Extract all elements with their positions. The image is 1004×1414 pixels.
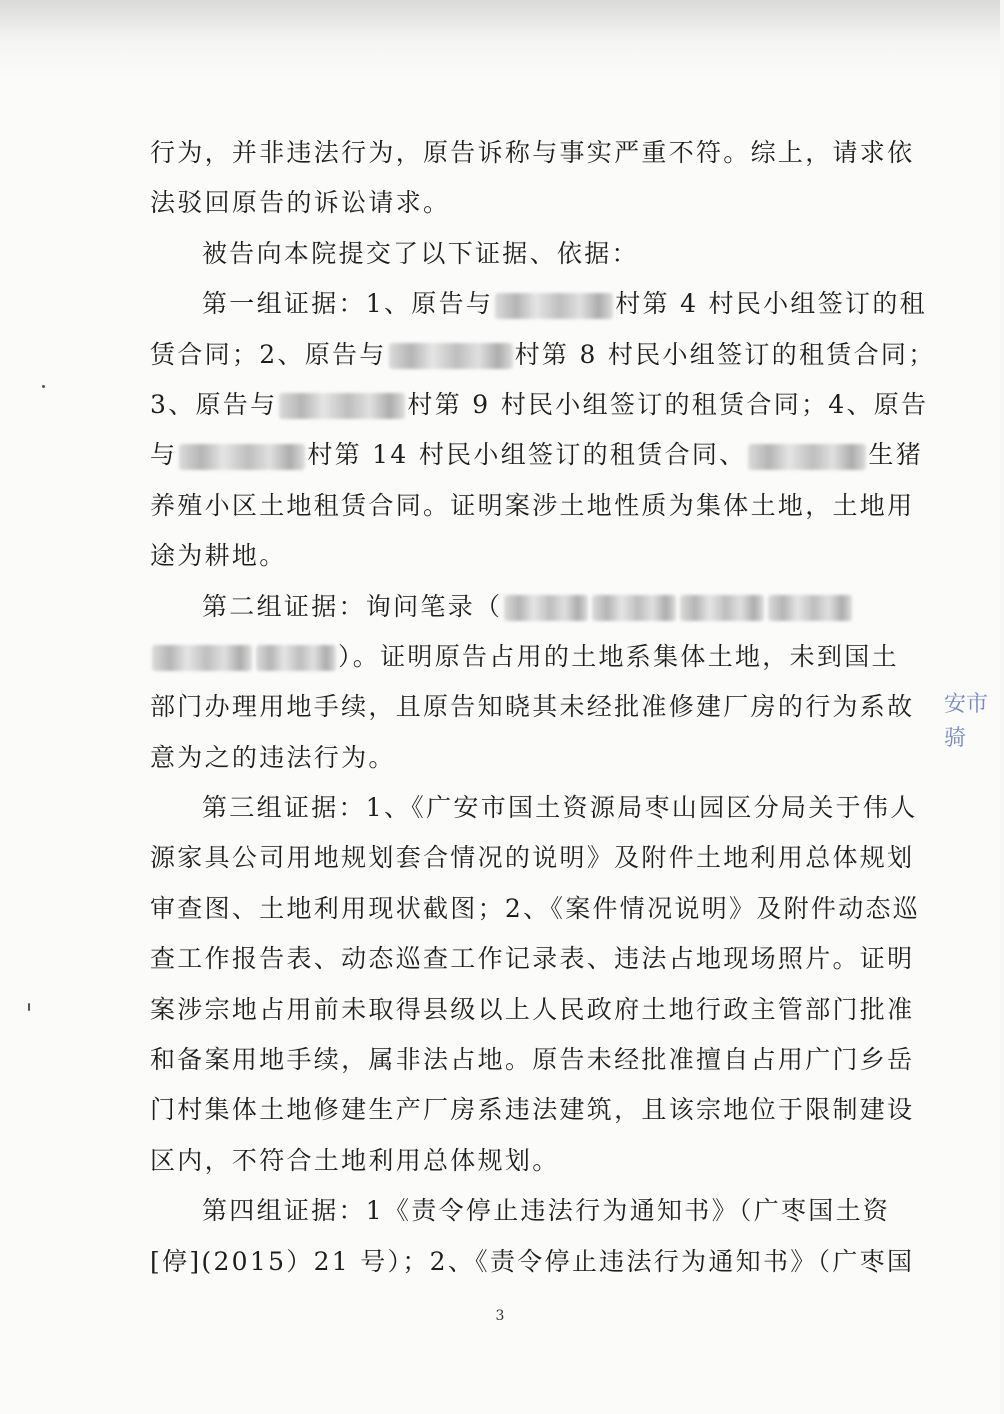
- text-segment: ）。证明原告占用的土地系集体土地，未到国土: [338, 641, 899, 671]
- stamp-text-line: 骑: [944, 726, 967, 751]
- page-number: 3: [495, 1308, 505, 1324]
- redaction-block: [279, 393, 405, 419]
- text-line-12: 部门办理用地手续，且原告知晓其未经批准修建厂房的行为系故: [150, 692, 915, 722]
- text-line-16: 审查图、土地利用现状截图；2、《案件情况说明》及附件动态巡: [150, 893, 921, 923]
- document-body: [150, 128, 936, 1287]
- text-line-2: 法驳回原告的诉讼请求。: [150, 188, 451, 218]
- text-line-21: 区内，不符合土地利用总体规划。: [150, 1145, 560, 1175]
- text-line-20: 门村集体土地修建生产厂房系违法建筑，且该宗地位于限制建设: [150, 1095, 915, 1125]
- text-line-22: 第四组证据：1《责令停止违法行为通知书》（广枣国土资: [202, 1196, 891, 1226]
- text-segment: 3、原告与: [150, 389, 278, 419]
- text-line-3: 被告向本院提交了以下证据、依据：: [202, 238, 639, 268]
- scan-speck: [42, 385, 45, 388]
- redaction-block: [748, 444, 866, 470]
- text-segment: 村第 4 村民小组签订的租: [615, 289, 927, 319]
- redaction-block: [152, 645, 252, 671]
- text-segment: 赁合同；2、原告与: [150, 339, 387, 369]
- text-segment: 村第 8 村民小组签订的租赁合同；: [514, 339, 936, 369]
- redaction-block: [495, 293, 613, 319]
- text-segment: 村第 14 村民小组签订的租赁合同、: [307, 440, 747, 470]
- seam-seal-stamp: [944, 688, 1004, 768]
- text-line-14: 第三组证据：1、《广安市国土资源局枣山园区分局关于伟人: [202, 793, 918, 823]
- redaction-block: [504, 595, 588, 621]
- redaction-block: [592, 595, 676, 621]
- text-segment: 生猪: [868, 440, 924, 470]
- text-segment: 第二组证据：询问笔录（: [202, 591, 503, 621]
- text-line-11: [150, 632, 899, 682]
- text-line-5: [150, 330, 936, 380]
- text-line-15: 源家具公司用地规划套合情况的说明》及附件土地利用总体规划: [150, 843, 915, 873]
- text-line-8: 养殖小区土地租赁合同。证明案涉土地性质为集体土地，土地用: [150, 490, 915, 520]
- text-line-19: 和备案用地手续，属非法占地。原告未经批准擅自占用广门乡岳: [150, 1045, 915, 1075]
- text-line-4: [150, 279, 927, 329]
- text-line-23: [停](2015）21 号）；2、《责令停止违法行为通知书》（广枣国: [150, 1246, 915, 1276]
- scan-shadow: [0, 0, 1000, 80]
- text-line-6: [150, 380, 929, 430]
- stamp-text-line: 安市: [944, 692, 989, 717]
- text-line-1: 行为，并非违法行为，原告诉称与事实严重不符。综上，请求依: [150, 138, 915, 167]
- text-segment: 村第 9 村民小组签订的租赁合同；4、原告: [407, 389, 929, 419]
- text-line-7: [150, 430, 924, 480]
- redaction-block: [179, 444, 305, 470]
- text-line-17: 查工作报告表、动态巡查工作记录表、违法占地现场照片。证明: [150, 944, 915, 974]
- scan-speck: [28, 1003, 30, 1011]
- text-line-18: 案涉宗地占用前未取得县级以上人民政府土地行政主管部门批准: [150, 994, 915, 1024]
- text-line-9: 途为耕地。: [150, 541, 287, 571]
- redaction-block: [680, 595, 764, 621]
- text-segment: 与: [150, 440, 178, 470]
- redaction-block: [256, 645, 336, 671]
- redaction-block: [389, 343, 513, 369]
- text-line-10: [150, 582, 882, 632]
- text-segment: 第一组证据：1、原告与: [202, 289, 494, 319]
- text-line-13: 意为之的违法行为。: [150, 742, 396, 772]
- redaction-block: [768, 595, 852, 621]
